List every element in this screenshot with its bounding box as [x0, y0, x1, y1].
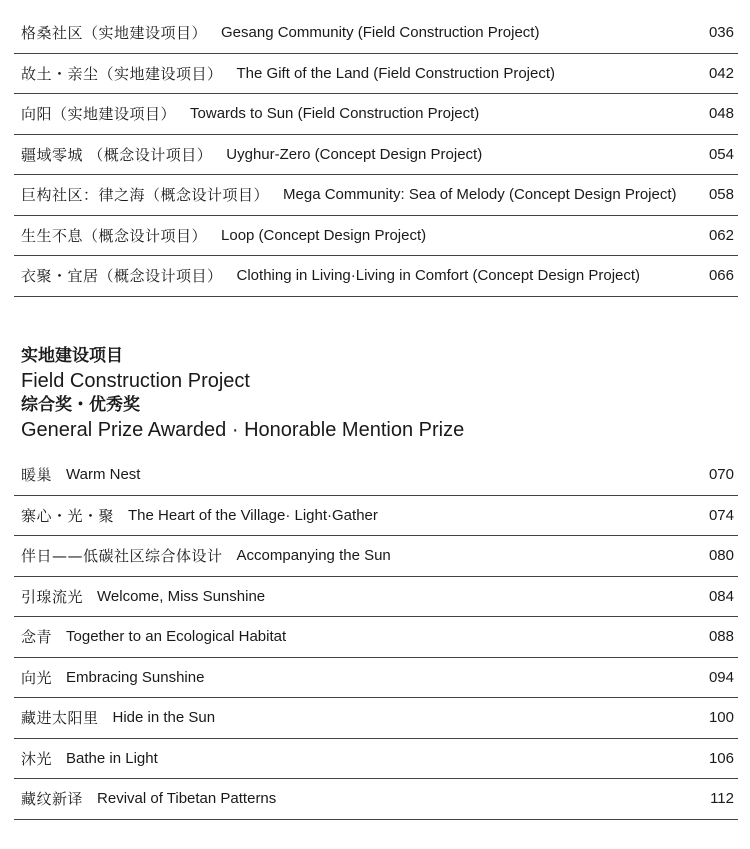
entry-page-number: 054: [708, 145, 734, 163]
entry-title-cn: 疆域零城 （概念设计项目）: [21, 145, 213, 164]
entry-page-number: 042: [708, 64, 734, 82]
entry-title-cn: 伴日——低碳社区综合体设计: [21, 547, 223, 566]
entry-title-en: Loop (Concept Design Project): [221, 226, 427, 244]
toc-entry[interactable]: [14, 496, 738, 537]
entry-title-en: Embracing Sunshine: [66, 668, 205, 686]
entry-title-cn: 引瑔流光: [21, 587, 84, 606]
toc-entry[interactable]: [14, 617, 738, 658]
entry-page-number: 084: [708, 587, 734, 605]
entry-title-cn: 藏进太阳里: [21, 709, 99, 728]
entry-page-number: 074: [708, 506, 734, 524]
section-subtitle-en: General Prize Awarded · Honorable Mention Prize: [21, 419, 465, 441]
section-heading: [21, 344, 464, 442]
entry-title-en: Revival of Tibetan Patterns: [97, 790, 277, 808]
entry-title-en: The Heart of the Village· Light·Gather: [128, 506, 378, 524]
entry-page-number: 062: [708, 226, 734, 244]
entry-title-en: Clothing in Living·Living in Comfort (Concept Design Project): [236, 267, 641, 285]
toc-entry[interactable]: [14, 216, 738, 257]
entry-page-number: 058: [708, 186, 734, 204]
entry-page-number: 048: [708, 105, 734, 123]
entry-title-cn: 藏纹新译: [21, 790, 84, 809]
section-title-cn: 实地建设项目: [21, 346, 123, 366]
entry-title-en: Together to an Ecological Habitat: [66, 628, 287, 646]
toc-entry[interactable]: [14, 13, 738, 54]
toc-list-1: [14, 13, 738, 297]
toc-entry[interactable]: [14, 658, 738, 699]
entry-page-number: 080: [708, 547, 734, 565]
section-subtitle-cn: 综合奖・优秀奖: [21, 395, 140, 415]
toc-entry[interactable]: [14, 698, 738, 739]
toc-list-2: [14, 455, 738, 820]
entry-page-number: 094: [708, 668, 734, 686]
entry-title-en: Towards to Sun (Field Construction Project): [190, 105, 480, 123]
entry-title-cn: 向光: [21, 668, 53, 687]
entry-title-cn: 生生不息（概念设计项目）: [21, 226, 208, 245]
entry-page-number: 112: [710, 790, 734, 808]
toc-entry[interactable]: [14, 54, 738, 95]
toc-entry[interactable]: [14, 739, 738, 780]
entry-title-cn: 衣聚・宜居（概念设计项目）: [21, 267, 223, 286]
entry-title-cn: 故土・亲尘（实地建设项目）: [21, 64, 223, 83]
entry-title-en: Uyghur-Zero (Concept Design Project): [226, 145, 483, 163]
entry-title-en: Warm Nest: [66, 466, 141, 484]
section-title-en: Field Construction Project: [21, 370, 250, 392]
entry-title-cn: 暖巢: [21, 466, 53, 485]
entry-page-number: 106: [708, 749, 734, 767]
entry-title-en: Welcome, Miss Sunshine: [97, 587, 266, 605]
entry-page-number: 066: [708, 267, 734, 285]
entry-title-cn: 沐光: [21, 749, 53, 768]
entry-title-cn: 寨心・光・聚: [21, 506, 115, 525]
entry-title-en: Bathe in Light: [66, 749, 158, 767]
entry-page-number: 100: [708, 709, 734, 727]
entry-title-en: Gesang Community (Field Construction Project): [221, 24, 540, 42]
toc-entry[interactable]: [14, 577, 738, 618]
toc-entry[interactable]: [14, 256, 738, 297]
toc-entry[interactable]: [14, 455, 738, 496]
entry-title-cn: 格桑社区（实地建设项目）: [21, 24, 208, 43]
entry-title-cn: 巨构社区：律之海（概念设计项目）: [21, 186, 270, 205]
entry-title-cn: 向阳（实地建设项目）: [21, 105, 177, 124]
toc-entry[interactable]: [14, 536, 738, 577]
entry-title-en: Accompanying the Sun: [236, 547, 391, 565]
toc-entry[interactable]: [14, 135, 738, 176]
entry-page-number: 088: [708, 628, 734, 646]
toc-entry[interactable]: [14, 175, 738, 216]
entry-title-en: The Gift of the Land (Field Construction Project): [236, 64, 555, 82]
entry-title-en: Mega Community: Sea of Melody (Concept Design Project): [283, 186, 677, 204]
entry-page-number: 070: [708, 466, 734, 484]
toc-entry[interactable]: [14, 94, 738, 135]
entry-page-number: 036: [708, 24, 734, 42]
entry-title-en: Hide in the Sun: [112, 709, 216, 727]
entry-title-cn: 念青: [21, 628, 53, 647]
toc-entry[interactable]: [14, 779, 738, 820]
